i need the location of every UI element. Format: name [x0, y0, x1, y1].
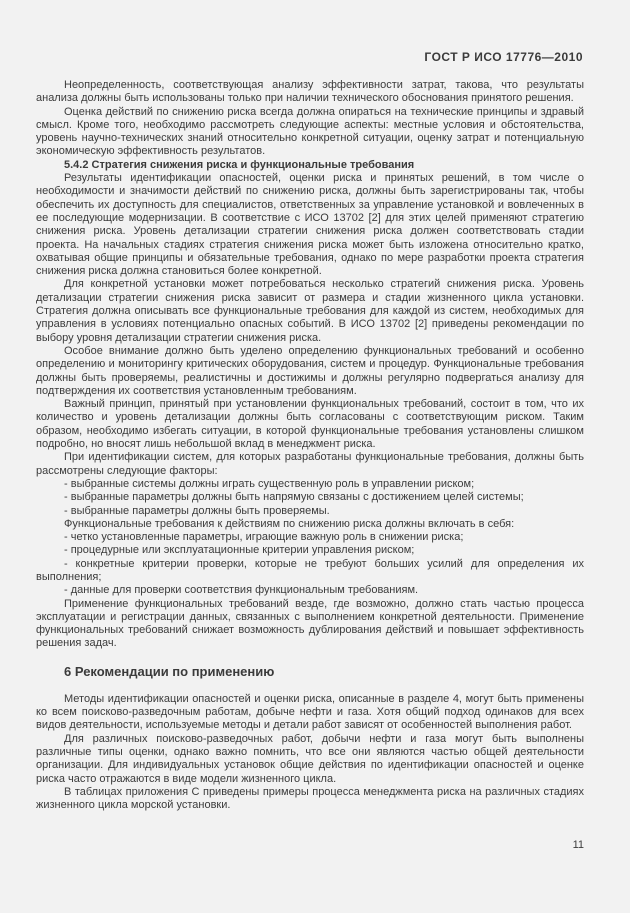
list-item: - четко установленные параметры, играющие важную роль в снижении риска; — [64, 531, 464, 544]
paragraph: Для различных поисково-разведочных работ, добычи нефти и газа могут быть выполнены различные типы оценки, однако важно помнить, что все они являются частью общей деятельности организации. Для индивидуальных установок общие действия по идентификации опасностей и оценке риска часто отражаются в виде модели жизненного цикла. — [36, 732, 584, 785]
section-heading: 6 Рекомендации по применению — [64, 663, 275, 679]
list-item: - выбранные системы должны играть существенную роль в управлении риском; — [64, 477, 475, 490]
list-item: - конкретные критерии проверки, которые не требуют больших усилий для определения их выполнения; — [36, 557, 584, 583]
paragraph: Результаты идентификации опасностей, оценки риска и принятых решений, в том числе о необходимости и значимости действий по снижению риска, должны быть зарегистрированы так, чтобы обеспечить их доступность для специалистов, ответственных за управление установкой и вовлеченных в ее последующие модернизации. В соответствие с ИСО 13702 [2] для этих целей применяют стратегию снижения риска. Уровень детализации стратегии снижения риска должен соответствовать стадии проекта. На начальных стадиях стратегия снижения риска может быть изложена относительно кратко, охватывая общие принципы и обязательные требования, однако по мере разработки проекта стратегия снижения риска должна становиться более конкретной. — [36, 172, 584, 278]
list-item: - данные для проверки соответствия функциональным требованиям. — [64, 584, 419, 597]
paragraph: Применение функциональных требований везде, где возможно, должно стать частью процесса эксплуатации и регистрации данных, связанных с выполнением конкретной деятельности. Применение функциональных требований снижает возможность дублирования действий и повышает эффективность решения задач. — [36, 597, 584, 650]
paragraph: Особое внимание должно быть уделено определению функциональных требований и особенно определению и мониторингу критических оборудования, систем и процедур. Функциональные требования должны быть проверяемы, реалистичны и достижимы и должны регулярно подвергаться анализу для подтверждения их соответствия установленным требованиям. — [36, 344, 584, 397]
paragraph: В таблицах приложения С приведены примеры процесса менеджмента риска на различных стадиях жизненного цикла морской установки. — [36, 785, 584, 812]
standard-designation-header: ГОСТ Р ИСО 17776—2010 — [424, 50, 583, 64]
list-item: - выбранные параметры должны быть проверяемы. — [64, 504, 330, 517]
paragraph: Важный принцип, принятый при установлении функциональных требований, состоит в том, что их количество и уровень детализации должны быть согласованы с соответствующим риском. Таким образом, необходимо избегать ситуации, в которой функциональные требования установлены слишком подробно, но вносят лишь небольшой вклад в менеджмент риска. — [36, 398, 584, 451]
paragraph: Методы идентификации опасностей и оценки риска, описанные в разделе 4, могут быть применены ко всем поисково-разведочным работам, добыче нефти и газа. Хотя общий подход одинаков для всех видов деятельности, используемые методы и детали работ зависят от особенностей выполнения работ. — [36, 692, 584, 732]
page-number: 11 — [572, 839, 584, 852]
paragraph: Функциональные требования к действиям по снижению риска должны включать в себя: — [64, 517, 515, 530]
subsection-heading: 5.4.2 Стратегия снижения риска и функциональные требования — [64, 158, 415, 171]
paragraph: Для конкретной установки может потребоваться несколько стратегий снижения риска. Уровень детализации стратегии снижения риска зависит от размера и стадии жизненного цикла установки. Стратегия должна описывать все функциональные требования для каждой из систем, необходимых для управления в условиях потенциально опасных событий. В ИСО 13702 [2] приведены рекомендации по выбору уровня детализации стратегии снижения риска. — [36, 278, 584, 344]
list-item: - процедурные или эксплуатационные критерии управления риском; — [64, 544, 415, 557]
list-item: - выбранные параметры должны быть напрямую связаны с достижением целей системы; — [64, 491, 524, 504]
paragraph: При идентификации систем, для которых разработаны функциональные требования, должны быть рассмотрены следующие факторы: — [36, 451, 584, 477]
document-body — [36, 79, 584, 853]
paragraph: Оценка действий по снижению риска всегда должна опираться на технические принципы и здравый смысл. Кроме того, необходимо рассмотреть следующие аспекты: местные условия и обстоятельства, уровень научно-технических знаний относительно конкретной ситуации, оценку затрат и потенциальную экономическую эффективность результатов. — [36, 105, 584, 158]
paragraph: Неопределенность, соответствующая анализу эффективности затрат, такова, что результаты анализа должны быть использованы только при наличии технического обоснования принятого решения. — [36, 79, 584, 105]
